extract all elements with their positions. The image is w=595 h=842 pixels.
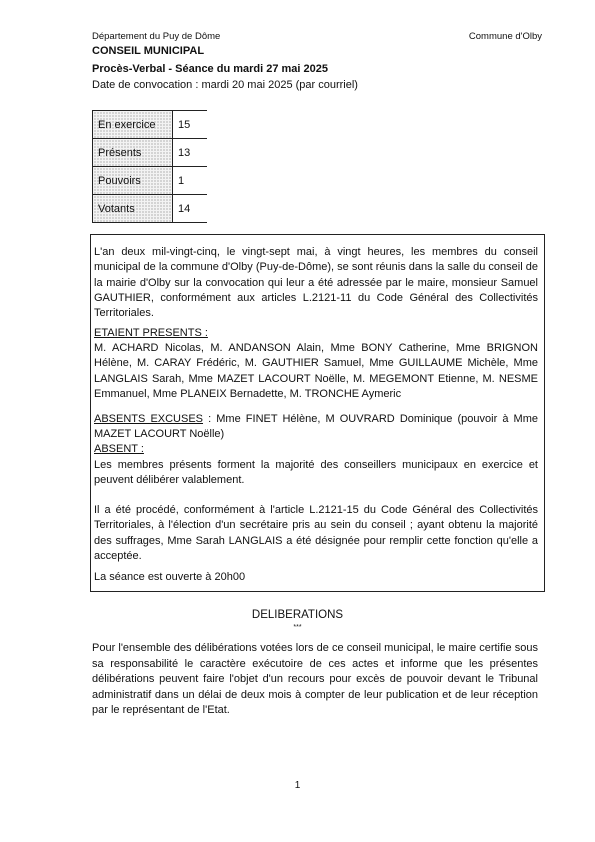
table-row	[93, 139, 208, 167]
count-label: Votants	[93, 195, 173, 223]
count-value: 13	[173, 139, 208, 167]
department-header: Département du Puy de Dôme	[92, 31, 221, 42]
session-subtitle: Procès-Verbal - Séance du mardi 27 mai 2025	[92, 63, 329, 75]
table-row	[93, 111, 208, 139]
table-row	[93, 195, 208, 223]
count-label: En exercice	[93, 111, 173, 139]
attendance-table	[92, 110, 207, 223]
deliberations-paragraph: Pour l'ensemble des délibérations votées lors de ce conseil municipal, le maire certifie sous sa responsabilité le caractère exécutoire de ces actes et informe que les présentes délibérations peuvent faire l'objet d'un recours pour excès de pouvoir devant le Tribunal administratif dans un délai de deux mois à compter de leur publication et de leur réception par le représentant de l'Etat.	[92, 642, 538, 716]
present-heading	[94, 326, 538, 341]
excused-names: : Mme FINET Hélène, M OUVRARD Dominique (pouvoir à Mme MAZET LACOURT Noëlle)	[94, 413, 538, 441]
count-value: 14	[173, 195, 208, 223]
absent-heading-text: ABSENT :	[94, 443, 144, 455]
count-value: 15	[173, 111, 208, 139]
deliberations-stars: ***	[293, 624, 302, 631]
frame-bottom-border	[91, 591, 544, 592]
absent-heading	[94, 442, 538, 457]
convocation-date: Date de convocation : mardi 20 mai 2025 (par courriel)	[92, 79, 358, 91]
commune-header: Commune d'Olby	[468, 31, 542, 42]
count-label: Présents	[93, 139, 173, 167]
frame-top-border	[91, 234, 544, 235]
document-title: CONSEIL MUNICIPAL	[92, 45, 205, 57]
excused-heading: ABSENTS EXCUSES	[94, 413, 204, 425]
deliberations-heading: DELIBERATIONS	[251, 609, 344, 621]
present-names: M. ACHARD Nicolas, M. ANDANSON Alain, Mme BONY Catherine, Mme BRIGNON Hélène, M. CARAY Frédéric, M. GAUTHIER Samuel, Mme GUILLAUME Michèle, Mme LANGLAIS Sarah, Mme MAZET LACOURT Noëlle, M. MEGEMONT Etienne, M. NESME Emmanuel, Mme PLANEIX Bernadette, M. TRONCHE Aymeric	[94, 342, 538, 400]
excused-paragraph	[94, 412, 538, 443]
present-heading-text: ETAIENT PRESENTS :	[94, 327, 208, 339]
quorum-paragraph: Les membres présents forment la majorité des conseillers municipaux en exercice et peuvent délibérer valablement.	[94, 459, 538, 487]
table-row	[93, 167, 208, 195]
secretary-paragraph: Il a été procédé, conformément à l'article L.2121-15 du Code Général des Collectivités Territoriales, à l'élection d'un secrétaire pris au sein du conseil ; ayant obtenu la majorité des suffrages, Mme Sarah LANGLAIS a été désignée pour remplir cette fonction qu'elle a acceptée.	[94, 504, 538, 562]
count-value: 1	[173, 167, 208, 195]
intro-paragraph: L'an deux mil-vingt-cinq, le vingt-sept mai, à vingt heures, les membres du conseil municipal de la commune d'Olby (Puy-de-Dôme), se sont réunis dans la salle du conseil de la mairie d'Olby sur la convocation qui leur a été adressée par le maire, monsieur Samuel GAUTHIER, conformément aux articles L.2121-11 du Code Général des Collectivités Territoriales.	[94, 246, 538, 320]
count-label: Pouvoirs	[93, 167, 173, 195]
page-number: 1	[294, 780, 301, 791]
opening-time: La séance est ouverte à 20h00	[94, 571, 246, 583]
